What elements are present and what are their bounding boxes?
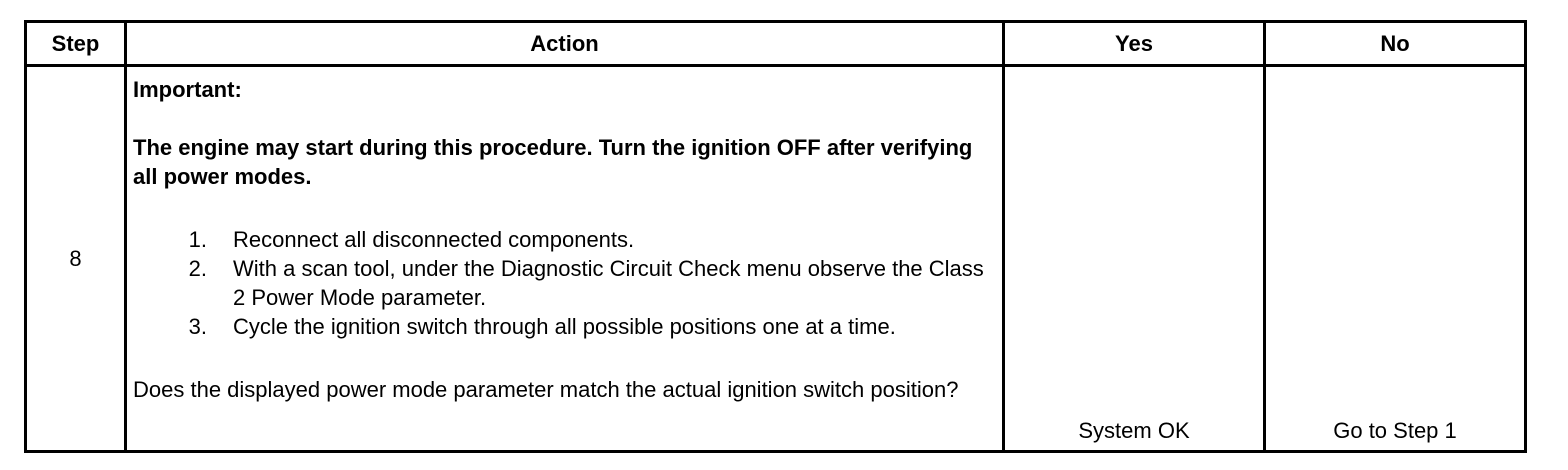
procedure-step: [133, 254, 996, 312]
table-row: [27, 67, 1527, 453]
procedure-step-number: 3.: [188, 314, 207, 339]
header-no: No: [1266, 23, 1527, 67]
header-action: Action: [127, 23, 1005, 67]
important-text: The engine may start during this procedure. Turn the ignition OFF after verifying all power modes.: [133, 135, 973, 189]
yes-result: System OK: [1005, 67, 1266, 453]
header-yes: Yes: [1005, 23, 1266, 67]
procedure-step: [133, 312, 996, 341]
question-text: Does the displayed power mode parameter match the actual ignition switch position?: [133, 377, 959, 402]
procedure-step: [133, 225, 996, 254]
procedure-step-text: Cycle the ignition switch through all possible positions one at a time.: [233, 314, 896, 339]
procedure-step-number: 2.: [188, 256, 207, 281]
step-number: 8: [27, 67, 127, 453]
procedure-step-number: 1.: [188, 227, 207, 252]
header-step: Step: [27, 23, 127, 67]
procedure-step-text: Reconnect all disconnected components.: [233, 227, 635, 252]
no-result: Go to Step 1: [1266, 67, 1527, 453]
action-cell: [127, 67, 1005, 453]
procedure-steps: [133, 225, 996, 341]
diagnostic-table: [24, 20, 1527, 453]
procedure-step-text: With a scan tool, under the Diagnostic Circuit Check menu observe the Class 2 Power Mode parameter.: [233, 256, 984, 310]
important-label: Important:: [133, 77, 242, 102]
header-row: [27, 23, 1527, 67]
